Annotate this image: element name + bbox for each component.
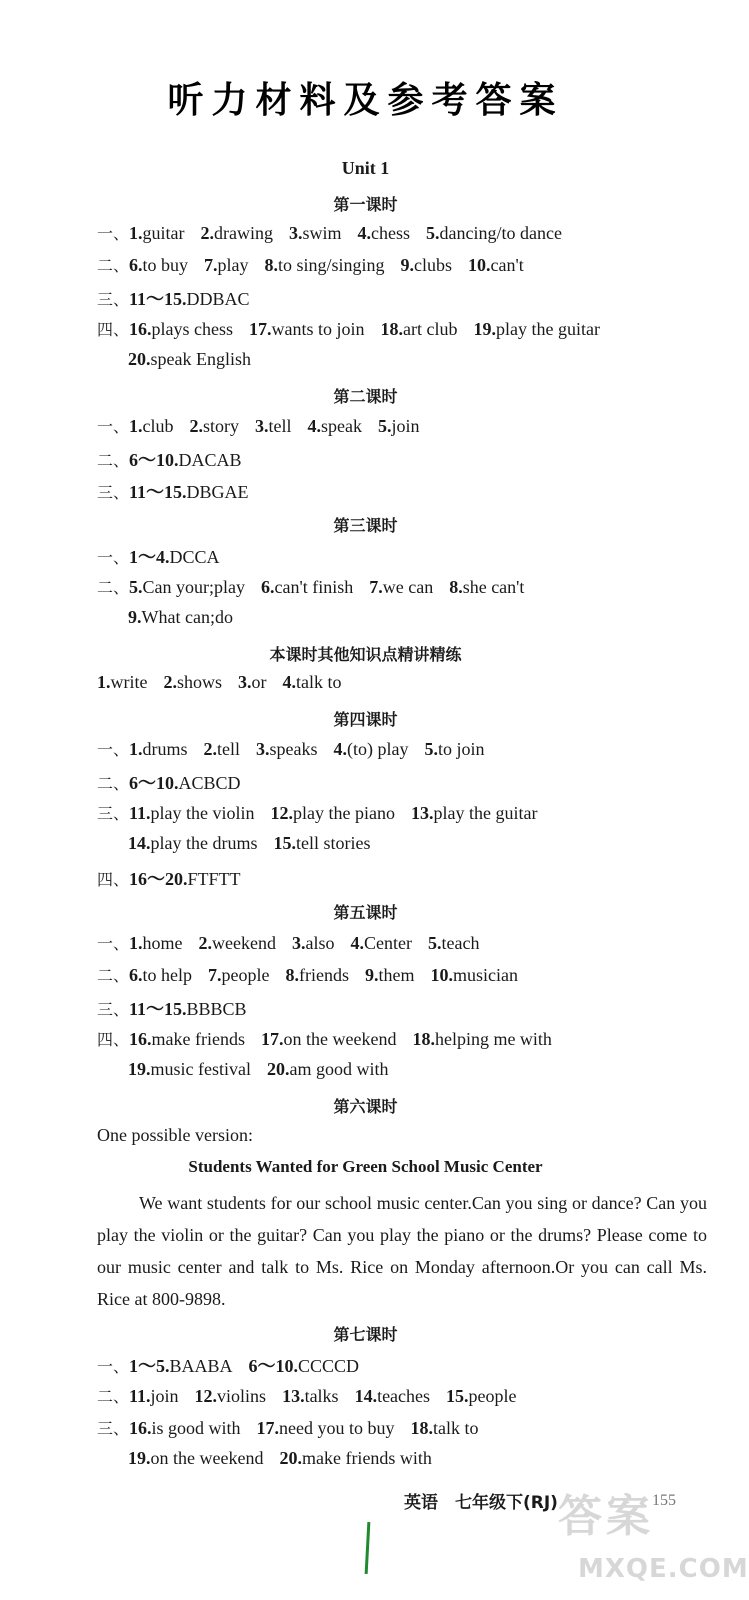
item-number: 16. (129, 1418, 152, 1438)
answer-item (129, 223, 185, 244)
item-answer: chess (371, 223, 411, 243)
answer-item (201, 223, 273, 244)
item-number: 12. (194, 1386, 218, 1406)
answer-item (446, 1386, 516, 1407)
answer-line (97, 995, 263, 1021)
item-number: 14. (354, 1386, 378, 1406)
item-number: 2. (198, 933, 213, 953)
answer-line (97, 865, 257, 891)
item-answer: tell stories (295, 833, 371, 853)
answer-item (97, 1125, 253, 1146)
item-number: 11～15. (129, 482, 187, 502)
item-number: 14. (128, 833, 151, 853)
item-number: 16～20. (129, 869, 188, 889)
answer-item (97, 672, 147, 693)
answer-line (97, 737, 501, 760)
answer-line (97, 963, 534, 986)
item-number: 8. (449, 577, 463, 597)
lesson-7-heading: 第七课时 (333, 1325, 398, 1344)
item-answer: shows (176, 672, 222, 692)
answer-item (412, 1029, 551, 1050)
item-number: 19. (473, 319, 496, 339)
item-answer: teaches (377, 1386, 431, 1406)
lesson-1-heading: 第一课时 (333, 195, 398, 214)
answer-item (289, 223, 342, 244)
answer-line (97, 801, 553, 824)
answer-item (199, 933, 276, 954)
footer-subject: 英语 七年级下(RJ) (404, 1493, 558, 1513)
item-number: 20. (266, 1059, 290, 1079)
item-number: 4. (333, 739, 348, 759)
lesson-3-heading: 第三课时 (333, 516, 398, 535)
item-prefix: 二、 (97, 1387, 130, 1406)
answer-item (449, 577, 524, 598)
answer-item (163, 672, 222, 693)
answer-item (249, 1352, 360, 1378)
item-answer: join (391, 416, 420, 436)
item-number: 1～4. (129, 547, 170, 567)
item-number: 7. (369, 577, 383, 597)
answer-item (129, 1386, 179, 1407)
answer-item (369, 577, 433, 598)
item-answer: plays chess (151, 319, 233, 339)
item-number: 7. (204, 255, 218, 275)
item-number: 18. (380, 319, 403, 339)
answer-item (129, 1352, 233, 1378)
answer-line (128, 607, 249, 628)
answer-item (271, 803, 395, 824)
answer-item (425, 739, 485, 760)
unit-heading: Unit 1 (341, 158, 390, 178)
answer-item (257, 1418, 395, 1439)
answer-item (350, 933, 411, 954)
item-answer: to sing/singing (278, 255, 385, 275)
answer-item (129, 995, 247, 1021)
answer-item (255, 416, 292, 437)
item-number: 3. (238, 672, 252, 692)
answer-item (129, 416, 174, 437)
item-answer: is good with (151, 1418, 241, 1438)
item-number: 6～10. (129, 450, 179, 470)
answer-item (358, 223, 411, 244)
item-number: 10. (468, 255, 491, 275)
answer-item (128, 833, 257, 854)
answer-item (256, 739, 318, 760)
item-number: 2. (203, 739, 218, 759)
answer-item (283, 672, 342, 693)
answer-line (97, 1027, 568, 1050)
item-number: 1. (129, 223, 143, 243)
answer-item (428, 933, 479, 954)
item-answer: talks (304, 1386, 339, 1406)
item-number: 5. (378, 416, 392, 436)
answer-line (97, 672, 358, 693)
item-answer: to buy (142, 255, 189, 275)
item-number: 1. (97, 672, 111, 692)
item-answer: also (305, 933, 335, 953)
item-number: 6～10. (248, 1356, 299, 1376)
item-prefix: 三、 (97, 483, 130, 502)
answer-item (190, 416, 240, 437)
item-answer: make friends with (301, 1448, 432, 1468)
extra-practice-heading: 本课时其他知识点精讲精练 (269, 645, 462, 664)
item-answer: Center (363, 933, 412, 953)
answer-item (129, 319, 233, 340)
item-answer: speaks (269, 739, 318, 759)
answer-line (97, 769, 257, 795)
item-answer: them (378, 965, 415, 985)
item-number: 9. (400, 255, 415, 275)
answer-item (129, 739, 188, 760)
answer-line (97, 1352, 375, 1378)
item-answer: to help (142, 965, 193, 985)
item-prefix: 一、 (97, 1357, 130, 1376)
item-answer: BAABA (169, 1356, 233, 1376)
item-number: 11～15. (129, 999, 187, 1019)
item-number: 18. (410, 1418, 434, 1438)
answer-line (97, 253, 540, 276)
item-answer: musician (452, 965, 518, 985)
answer-item (238, 672, 267, 693)
item-answer: write (110, 672, 148, 692)
answer-item (128, 607, 233, 628)
answer-line (128, 349, 267, 370)
item-number: 13. (282, 1386, 305, 1406)
item-answer: CCCCD (298, 1356, 360, 1376)
answer-line (97, 543, 236, 569)
item-number: 7. (208, 965, 222, 985)
item-number: 4. (350, 933, 364, 953)
item-answer: FTFTT (187, 869, 241, 889)
answer-item (286, 965, 349, 986)
answer-item (129, 446, 242, 472)
answer-item (473, 319, 599, 340)
item-answer: talk to (296, 672, 342, 692)
item-number: 4. (357, 223, 372, 243)
item-answer: play the drums (150, 833, 258, 853)
page-number: 155 (652, 1492, 676, 1509)
page-title: 听力材料及参考答案 (167, 80, 564, 121)
item-number: 2. (163, 672, 177, 692)
item-answer: club (142, 416, 174, 436)
item-prefix: 三、 (97, 804, 130, 823)
item-number: 16. (129, 319, 152, 339)
item-answer: speak English (150, 349, 251, 369)
item-answer: clubs (414, 255, 453, 275)
item-number: 20. (279, 1448, 302, 1468)
answer-item (129, 285, 250, 311)
item-answer: tell (268, 416, 292, 436)
item-answer: play the guitar (433, 803, 538, 823)
item-number: 6. (261, 577, 275, 597)
answer-item (267, 1059, 389, 1080)
item-number: 13. (411, 803, 434, 823)
item-answer: or (251, 672, 267, 692)
item-number: 1～5. (129, 1356, 170, 1376)
answer-line (128, 1448, 448, 1469)
item-number: 18. (412, 1029, 435, 1049)
answer-item (128, 1448, 263, 1469)
item-prefix: 四、 (97, 1030, 130, 1049)
item-number: 2. (189, 416, 204, 436)
item-number: 8. (285, 965, 299, 985)
item-answer: people (468, 1386, 517, 1406)
item-number: 10. (430, 965, 453, 985)
item-number: 3. (255, 416, 269, 436)
item-prefix: 四、 (97, 320, 130, 339)
item-answer: (to) play (347, 739, 409, 759)
answer-line (97, 575, 540, 598)
item-prefix: 二、 (97, 256, 130, 275)
answer-item (411, 803, 537, 824)
answer-item (292, 933, 335, 954)
answer-item (261, 1029, 396, 1050)
answer-item (468, 255, 524, 276)
answer-item (208, 965, 269, 986)
item-answer: weekend (212, 933, 276, 953)
item-number: 2. (200, 223, 215, 243)
answer-line (97, 221, 578, 244)
item-answer: drawing (214, 223, 273, 243)
item-answer: speak (321, 416, 362, 436)
answer-item (273, 833, 370, 854)
item-answer: music festival (150, 1059, 251, 1079)
watermark-logo-top: 答案 (558, 1491, 654, 1542)
item-number: 6. (129, 965, 143, 985)
answer-item (129, 865, 241, 891)
item-answer: friends (299, 965, 349, 985)
item-number: 5. (427, 933, 442, 953)
item-answer: helping me with (434, 1029, 552, 1049)
answer-line (97, 931, 495, 954)
item-answer: can't (490, 255, 524, 275)
item-number: 3. (289, 223, 303, 243)
answer-item (378, 416, 420, 437)
answer-line (97, 1125, 269, 1146)
answer-item (129, 1029, 245, 1050)
item-number: 12. (270, 803, 294, 823)
item-number: 5. (424, 739, 438, 759)
item-answer: play (217, 255, 249, 275)
item-answer: on the weekend (150, 1448, 264, 1468)
item-number: 20. (128, 349, 151, 369)
watermark-logo (558, 1478, 749, 1596)
item-prefix: 三、 (97, 290, 130, 309)
item-answer: we can (382, 577, 434, 597)
item-number: 9. (364, 965, 379, 985)
item-answer: to join (438, 739, 485, 759)
answer-item (129, 255, 188, 276)
item-prefix: 二、 (97, 774, 130, 793)
item-answer: need you to buy (279, 1418, 395, 1438)
item-number: 4. (307, 416, 322, 436)
lesson-2-heading: 第二课时 (333, 387, 398, 406)
answer-item (128, 349, 251, 370)
answer-item (249, 319, 365, 340)
item-answer: can't finish (274, 577, 354, 597)
item-number: 6～10. (129, 773, 179, 793)
answer-item (308, 416, 362, 437)
item-number: 15. (446, 1386, 469, 1406)
essay-title: Students Wanted for Green School Music Center (188, 1157, 543, 1176)
item-answer: BBBCB (186, 999, 247, 1019)
item-number: 17. (249, 319, 272, 339)
pen-mark-icon (365, 1522, 371, 1574)
item-answer: ACBCD (178, 773, 241, 793)
item-number: 15. (273, 833, 296, 853)
item-number: 5. (426, 223, 440, 243)
answer-item (204, 739, 241, 760)
answer-item (129, 1418, 241, 1439)
item-number: 1. (129, 933, 143, 953)
watermark-logo-bottom: MXQE.COM (578, 1554, 749, 1584)
item-answer: wants to join (271, 319, 365, 339)
item-prefix: 二、 (97, 966, 130, 985)
answer-item (334, 739, 409, 760)
item-number: 16. (129, 1029, 152, 1049)
answer-line (97, 1416, 495, 1439)
answer-item (279, 1448, 431, 1469)
answer-line (97, 285, 266, 311)
answer-item (128, 1059, 251, 1080)
answer-item (129, 577, 245, 598)
item-answer: What can;do (141, 607, 233, 627)
item-answer: DCCA (169, 547, 220, 567)
lesson-5-heading: 第五课时 (333, 903, 398, 922)
answer-line (128, 1059, 404, 1080)
item-answer: make friends (151, 1029, 245, 1049)
item-prefix: 三、 (97, 1419, 130, 1438)
item-number: 11. (129, 1386, 151, 1406)
answer-item (430, 965, 518, 986)
item-number: 3. (256, 739, 270, 759)
item-number: 1. (129, 416, 143, 436)
item-number: 19. (128, 1059, 151, 1079)
item-answer: swim (302, 223, 342, 243)
item-answer: am good with (289, 1059, 389, 1079)
item-answer: violins (217, 1386, 267, 1406)
answer-item (426, 223, 562, 244)
answer-item (129, 933, 183, 954)
item-answer: on the weekend (283, 1029, 397, 1049)
item-answer: art club (403, 319, 458, 339)
lesson-4-heading: 第四课时 (333, 710, 398, 729)
item-answer: teach (441, 933, 480, 953)
item-number: 4. (282, 672, 296, 692)
item-answer: she can't (462, 577, 525, 597)
item-number: 19. (128, 1448, 151, 1468)
answer-line (97, 317, 616, 340)
item-answer: guitar (142, 223, 185, 243)
essay-body: We want students for our school music center.Can you sing or dance? Can you play the violin or the guitar? Can you play the piano or the drums? Please come to our music center and talk to Ms. Rice on Monday afternoon.Or you can call Ms. Rice at 800-9898. (97, 1193, 707, 1309)
answer-item (129, 478, 249, 504)
item-number: 17. (260, 1029, 284, 1049)
item-number: 1. (129, 739, 143, 759)
answer-item (195, 1386, 267, 1407)
answer-line (128, 833, 386, 854)
item-answer: DBGAE (186, 482, 249, 502)
item-prefix: 二、 (97, 578, 130, 597)
answer-item (129, 543, 220, 569)
item-answer: DDBAC (186, 289, 250, 309)
item-answer: people (221, 965, 270, 985)
answer-item (265, 255, 385, 276)
item-number: 11. (129, 803, 151, 823)
answer-item (381, 319, 458, 340)
answer-item (129, 803, 255, 824)
item-answer: Can your;play (142, 577, 245, 597)
item-answer: play the guitar (495, 319, 600, 339)
answer-item (129, 965, 192, 986)
item-prefix: 一、 (97, 548, 130, 567)
item-prefix: 二、 (97, 451, 130, 470)
item-answer: play the violin (150, 803, 255, 823)
item-number: 6. (129, 255, 143, 275)
item-answer: story (203, 416, 240, 436)
item-number: 8. (264, 255, 279, 275)
item-answer: play the piano (293, 803, 395, 823)
answer-line (97, 1384, 533, 1407)
item-answer: dancing/to dance (439, 223, 562, 243)
item-answer: tell (217, 739, 241, 759)
item-answer: DACAB (178, 450, 242, 470)
item-prefix: 一、 (97, 934, 130, 953)
answer-item (129, 769, 241, 795)
answer-item (355, 1386, 430, 1407)
item-answer: home (142, 933, 183, 953)
item-answer: talk to (433, 1418, 479, 1438)
answer-item (204, 255, 249, 276)
item-answer: One possible version: (97, 1125, 253, 1145)
item-prefix: 一、 (97, 740, 130, 759)
item-answer: drums (142, 739, 188, 759)
item-prefix: 一、 (97, 224, 130, 243)
item-number: 9. (128, 607, 142, 627)
answer-line (97, 478, 265, 504)
item-number: 17. (256, 1418, 280, 1438)
item-prefix: 三、 (97, 1000, 130, 1019)
item-answer: join (150, 1386, 179, 1406)
answer-item (261, 577, 353, 598)
item-prefix: 四、 (97, 870, 130, 889)
answer-item (282, 1386, 339, 1407)
item-number: 5. (129, 577, 143, 597)
item-number: 3. (291, 933, 306, 953)
lesson-6-heading: 第六课时 (333, 1097, 398, 1116)
answer-item (411, 1418, 479, 1439)
item-prefix: 一、 (97, 417, 130, 436)
answer-line (97, 446, 258, 472)
answer-item (401, 255, 453, 276)
item-number: 11～15. (129, 289, 187, 309)
answer-line (97, 414, 436, 437)
answer-item (365, 965, 415, 986)
